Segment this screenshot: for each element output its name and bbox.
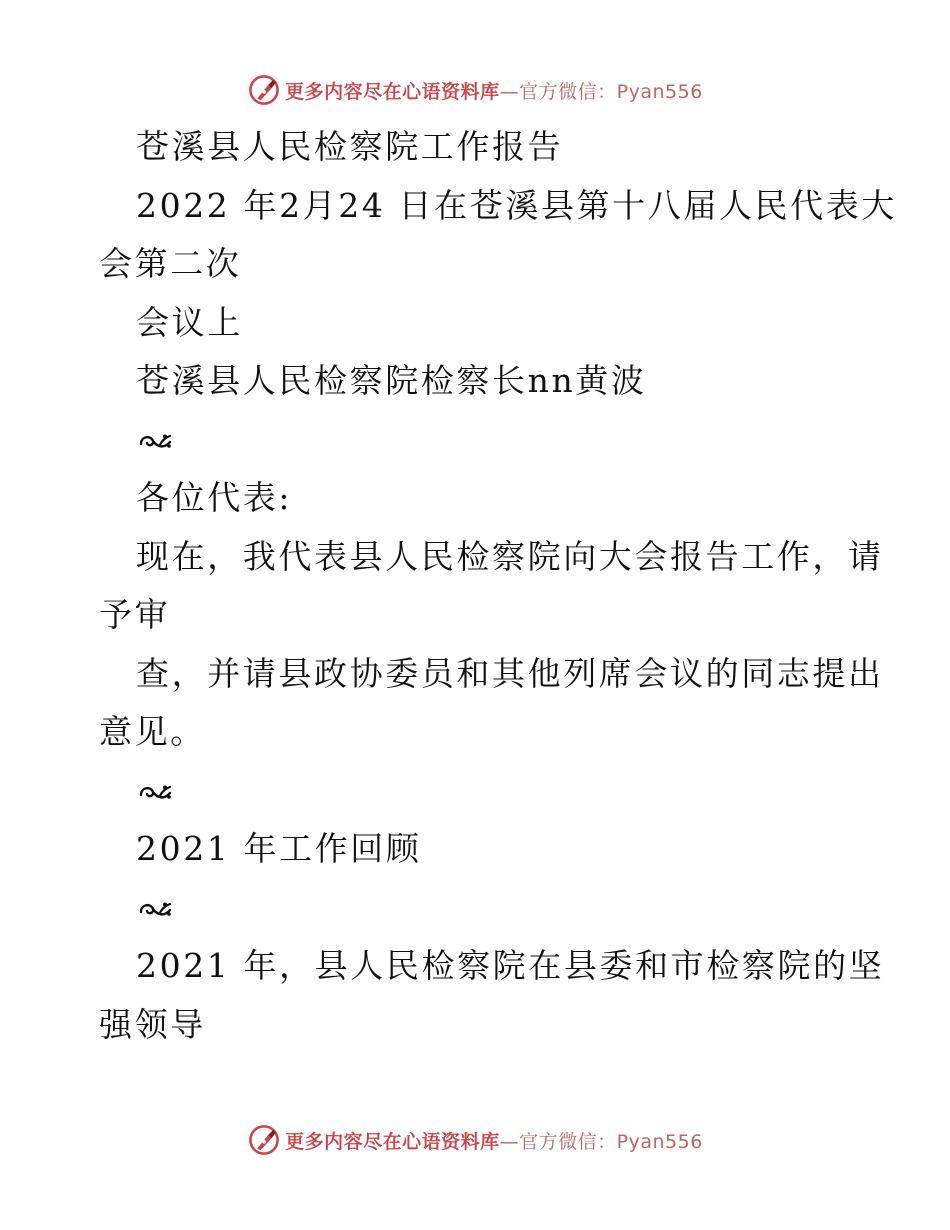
pen-nib-logo-icon — [247, 1123, 281, 1157]
section-heading: 2021 年工作回顾 — [136, 829, 422, 868]
document-body — [0, 118, 950, 1054]
ornament-row-2 — [0, 762, 950, 821]
footer-banner-main: 更多内容尽在心语资料库 — [285, 1130, 500, 1153]
paragraph-line: 现在，我代表县人民检察院向大会报告工作，请 — [136, 536, 884, 576]
report-title: 苍溪县人民检察院工作报告 — [136, 127, 564, 166]
swirl-ornament-icon — [138, 783, 172, 803]
paragraph-line-cont: 强领导 — [99, 1004, 206, 1044]
header-banner-sub: —官方微信：Pyan556 — [499, 80, 703, 103]
footer-banner-text — [285, 1127, 703, 1154]
meeting-date-line: 2022 年2月24 日在苍溪县第十八届人民代表大 — [136, 185, 897, 225]
meeting-line: 会议上 — [136, 302, 243, 342]
swirl-ornament-icon — [138, 900, 172, 920]
footer-banner — [0, 1120, 950, 1160]
meeting-date-line-cont: 会第二次 — [99, 244, 242, 283]
paragraph-line: 2021 年，县人民检察院在县委和市检察院的坚 — [136, 946, 885, 985]
salutation: 各位代表: — [136, 478, 293, 517]
swirl-ornament-icon — [138, 432, 172, 452]
author-line: 苍溪县人民检察院检察长nn黄波 — [136, 361, 647, 400]
ornament-row-3 — [0, 879, 950, 938]
paragraph-line-cont: 意见。 — [99, 712, 206, 751]
paragraph-line: 查，并请县政协委员和其他列席会议的同志提出 — [136, 653, 884, 693]
ornament-row-1 — [0, 411, 950, 470]
header-banner-main: 更多内容尽在心语资料库 — [285, 80, 500, 103]
footer-banner-sub: —官方微信：Pyan556 — [499, 1130, 703, 1153]
header-banner — [0, 70, 950, 110]
header-banner-text — [285, 77, 703, 104]
paragraph-line-cont: 予审 — [99, 595, 171, 634]
pen-nib-logo-icon — [247, 73, 281, 107]
